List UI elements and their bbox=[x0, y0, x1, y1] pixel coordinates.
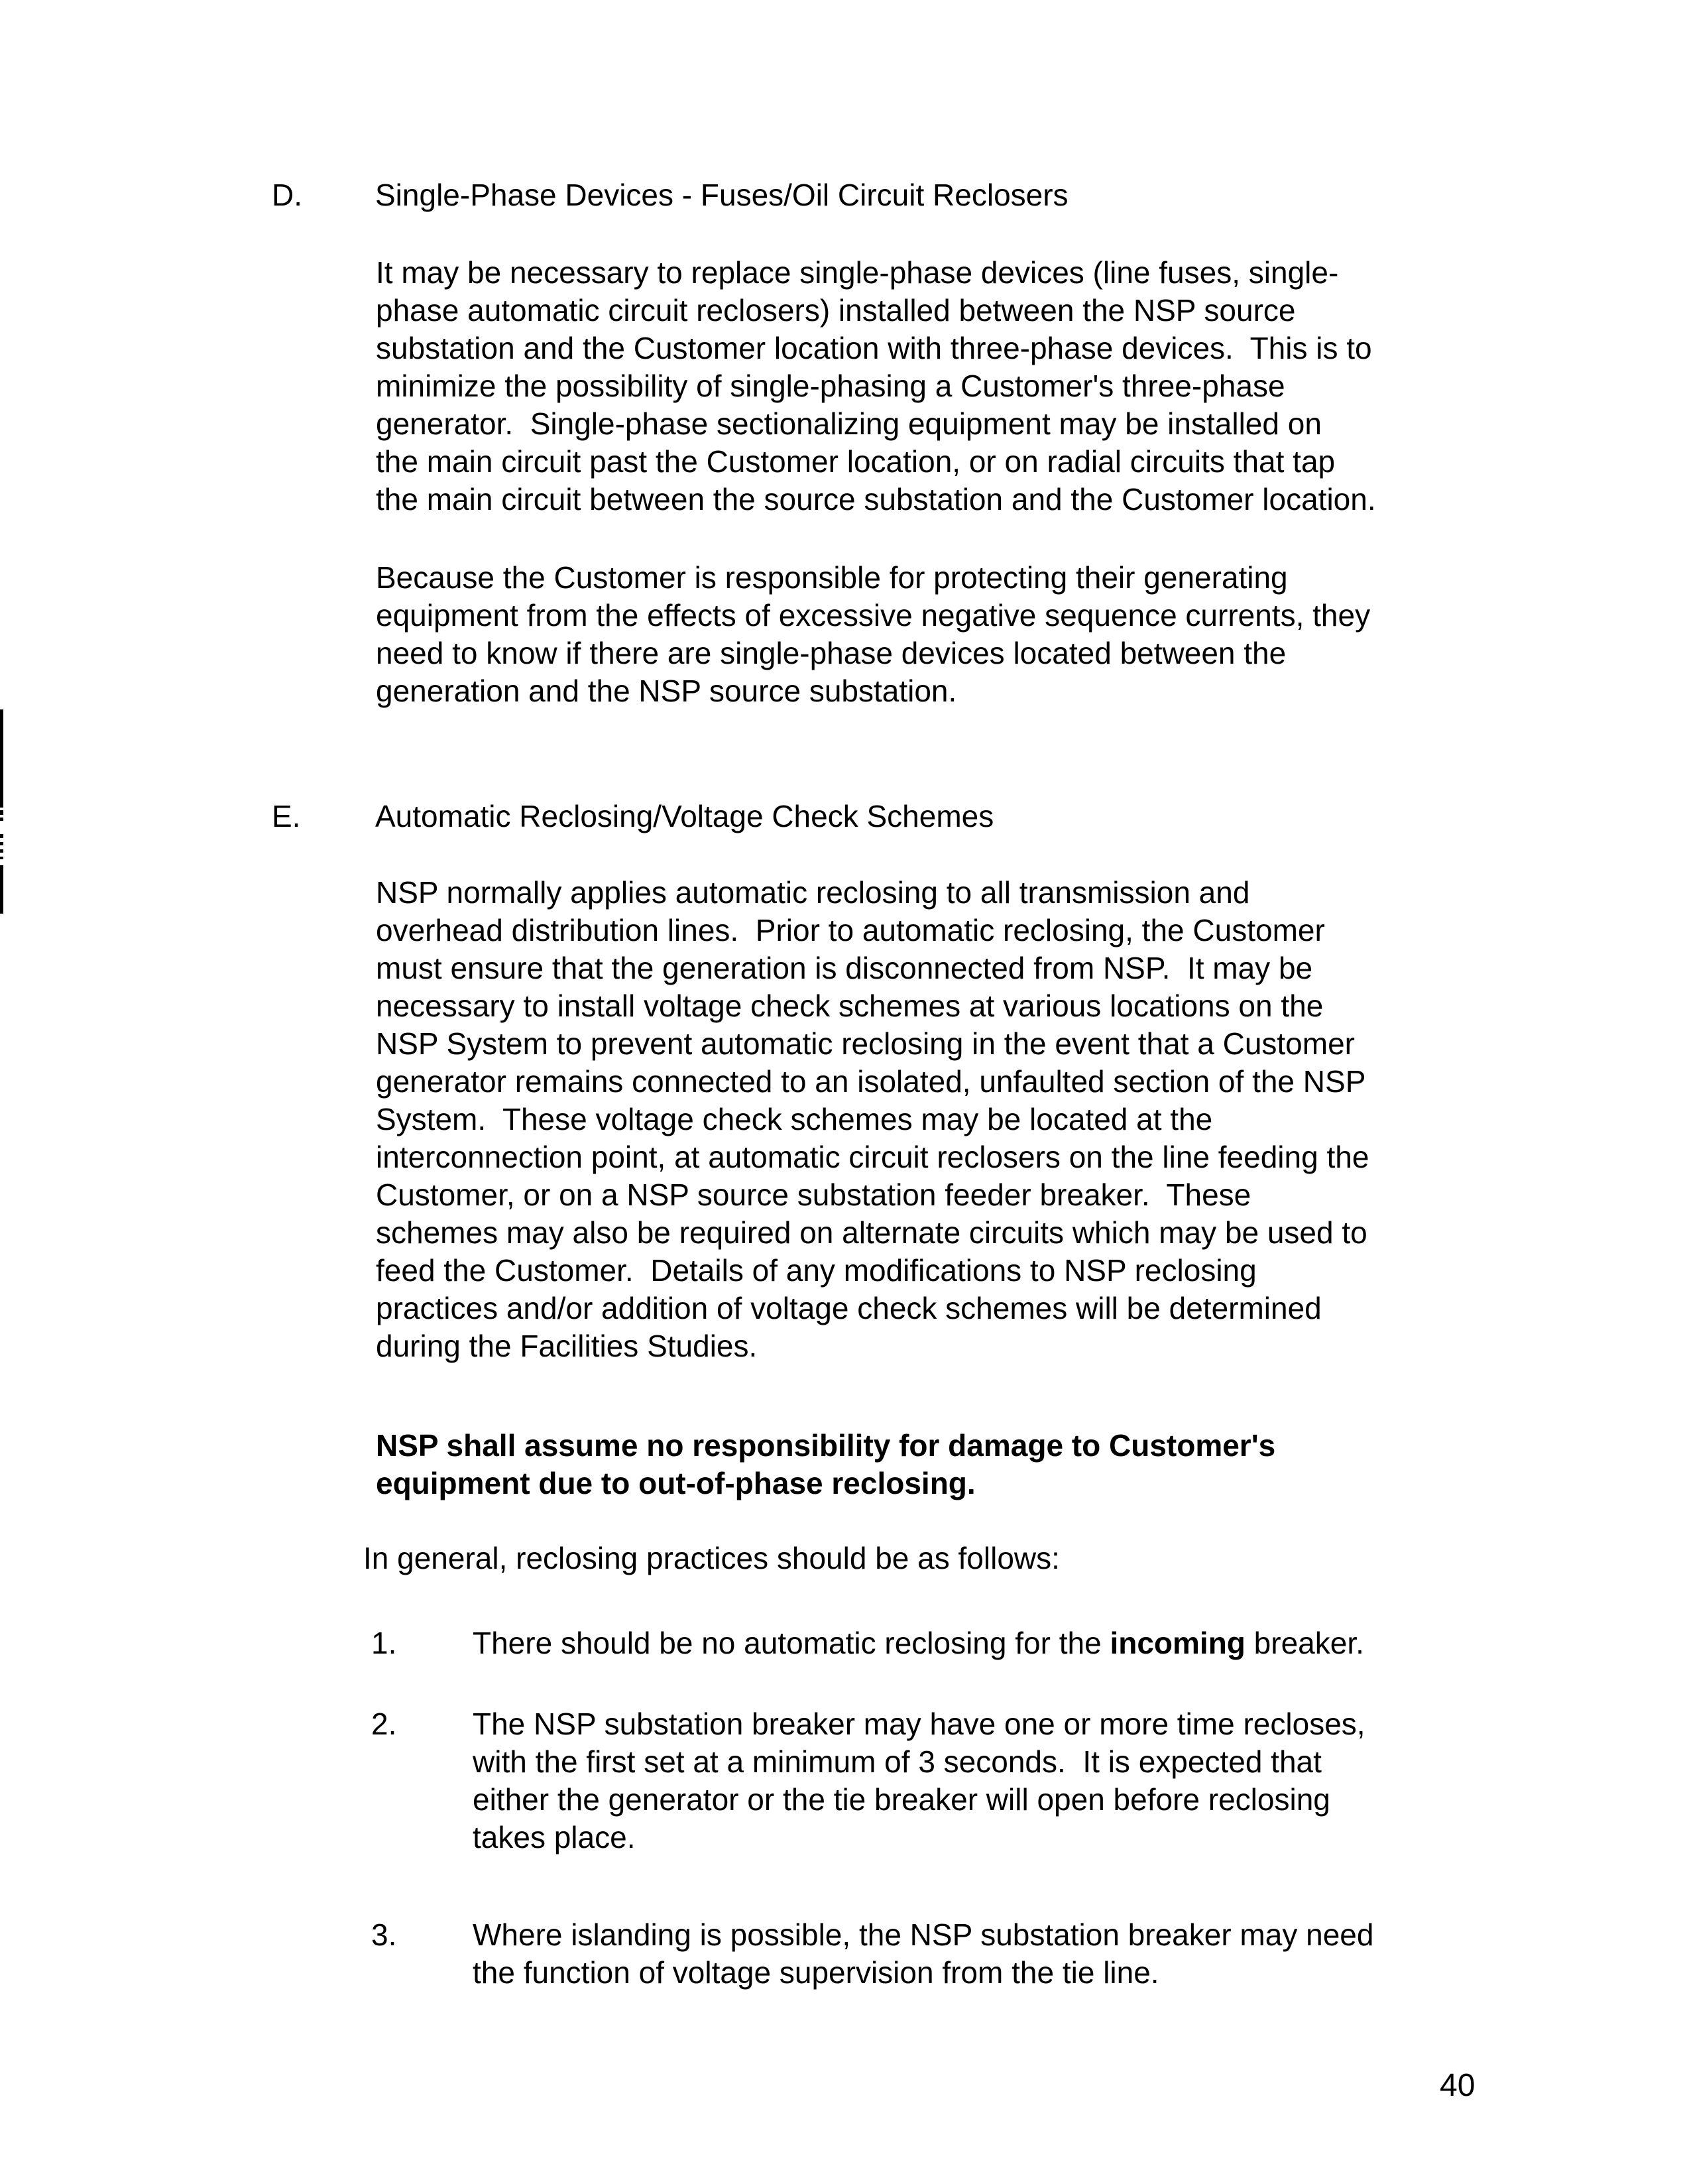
item-text-bold: incoming bbox=[1110, 1626, 1246, 1660]
list-intro bbox=[363, 1540, 1060, 1577]
text-line: takes place. bbox=[473, 1820, 636, 1854]
text-line: minimize the possibility of single-phasing a Customer's three-phase bbox=[376, 369, 1285, 403]
bold-note bbox=[376, 1427, 1275, 1502]
list-item-2 bbox=[371, 1705, 1365, 1856]
section-letter: E. bbox=[272, 799, 301, 833]
text-line: must ensure that the generation is disconnected from NSP. It may be bbox=[376, 951, 1313, 985]
text-line: the main circuit past the Customer location, or on radial circuits that tap bbox=[376, 444, 1336, 479]
list-item-3 bbox=[371, 1916, 1373, 1992]
scan-artifact-segment bbox=[0, 834, 3, 838]
text-line: Because the Customer is responsible for protecting their generating bbox=[376, 560, 1288, 595]
text-line: substation and the Customer location with three-phase devices. This is to bbox=[376, 331, 1372, 365]
text-line: NSP normally applies automatic reclosing to all transmission and bbox=[376, 875, 1250, 910]
text-line: NSP System to prevent automatic reclosing in the event that a Customer bbox=[376, 1026, 1355, 1061]
text-line: necessary to install voltage check schemes at various locations on the bbox=[376, 989, 1324, 1023]
section-letter: D. bbox=[272, 178, 302, 212]
text-line: generator. Single-phase sectionalizing equipment may be installed on bbox=[376, 406, 1322, 441]
list-item-1 bbox=[371, 1624, 1364, 1662]
text-line: feed the Customer. Details of any modifications to NSP reclosing bbox=[376, 1253, 1257, 1288]
scan-artifact-segment bbox=[0, 865, 3, 914]
text-line: NSP shall assume no responsibility for damage to Customer's bbox=[376, 1428, 1276, 1463]
section-title: Single-Phase Devices - Fuses/Oil Circuit Reclosers bbox=[375, 178, 1069, 212]
text-line: the function of voltage supervision from the tie line. bbox=[473, 1955, 1159, 1990]
page-number: 40 bbox=[1440, 2068, 1476, 2103]
text-line: interconnection point, at automatic circuit reclosers on the line feeding the bbox=[376, 1140, 1369, 1174]
text-line: schemes may also be required on alternate circuits which may be used to bbox=[376, 1215, 1367, 1250]
text-line: In general, reclosing practices should be as follows: bbox=[363, 1541, 1060, 1575]
scan-artifact-segment bbox=[0, 857, 3, 859]
item-number: 2. bbox=[371, 1707, 397, 1741]
text-line: It may be necessary to replace single-phase devices (line fuses, single- bbox=[376, 255, 1339, 290]
text-line: Where islanding is possible, the NSP substation breaker may need bbox=[473, 1917, 1374, 1952]
text-line: either the generator or the tie breaker will open before reclosing bbox=[473, 1782, 1330, 1817]
text-line: phase automatic circuit reclosers) installed between the NSP source bbox=[376, 293, 1296, 328]
scan-artifact-segment bbox=[0, 849, 3, 853]
scan-artifact-segment bbox=[0, 810, 3, 815]
item-text-pre: There should be no automatic reclosing for the bbox=[473, 1626, 1110, 1660]
text-line: generator remains connected to an isolated, unfaulted section of the NSP bbox=[376, 1064, 1366, 1099]
section-d-paragraph-1 bbox=[376, 254, 1376, 518]
text-line: equipment due to out-of-phase reclosing. bbox=[376, 1466, 976, 1500]
text-line: during the Facilities Studies. bbox=[376, 1329, 758, 1363]
item-text-post: breaker. bbox=[1245, 1626, 1364, 1660]
text-line: The NSP substation breaker may have one or more time recloses, bbox=[473, 1707, 1365, 1741]
section-d-paragraph-2 bbox=[376, 559, 1370, 710]
item-number: 1. bbox=[371, 1626, 397, 1660]
text-line: with the first set at a minimum of 3 seconds. It is expected that bbox=[473, 1744, 1322, 1779]
text-line: need to know if there are single-phase devices located between the bbox=[376, 636, 1287, 670]
text-line bbox=[473, 1624, 1364, 1662]
scan-artifact-segment bbox=[0, 842, 3, 845]
scan-artifact-segment bbox=[0, 709, 3, 808]
text-line: the main circuit between the source substation and the Customer location. bbox=[376, 482, 1376, 516]
item-number: 3. bbox=[371, 1917, 397, 1952]
text-line: System. These voltage check schemes may be located at the bbox=[376, 1102, 1213, 1136]
section-e-heading bbox=[272, 798, 994, 835]
section-title: Automatic Reclosing/Voltage Check Schemes bbox=[375, 799, 994, 833]
text-line: Customer, or on a NSP source substation feeder breaker. These bbox=[376, 1178, 1251, 1212]
text-line: generation and the NSP source substation. bbox=[376, 674, 957, 708]
scan-artifact-segment bbox=[0, 818, 3, 821]
text-line: equipment from the effects of excessive negative sequence currents, they bbox=[376, 598, 1371, 633]
section-e-paragraph-1 bbox=[376, 874, 1369, 1365]
section-d-heading bbox=[272, 176, 1069, 214]
text-line: practices and/or addition of voltage check schemes will be determined bbox=[376, 1291, 1322, 1325]
text-line: overhead distribution lines. Prior to automatic reclosing, the Customer bbox=[376, 913, 1325, 947]
